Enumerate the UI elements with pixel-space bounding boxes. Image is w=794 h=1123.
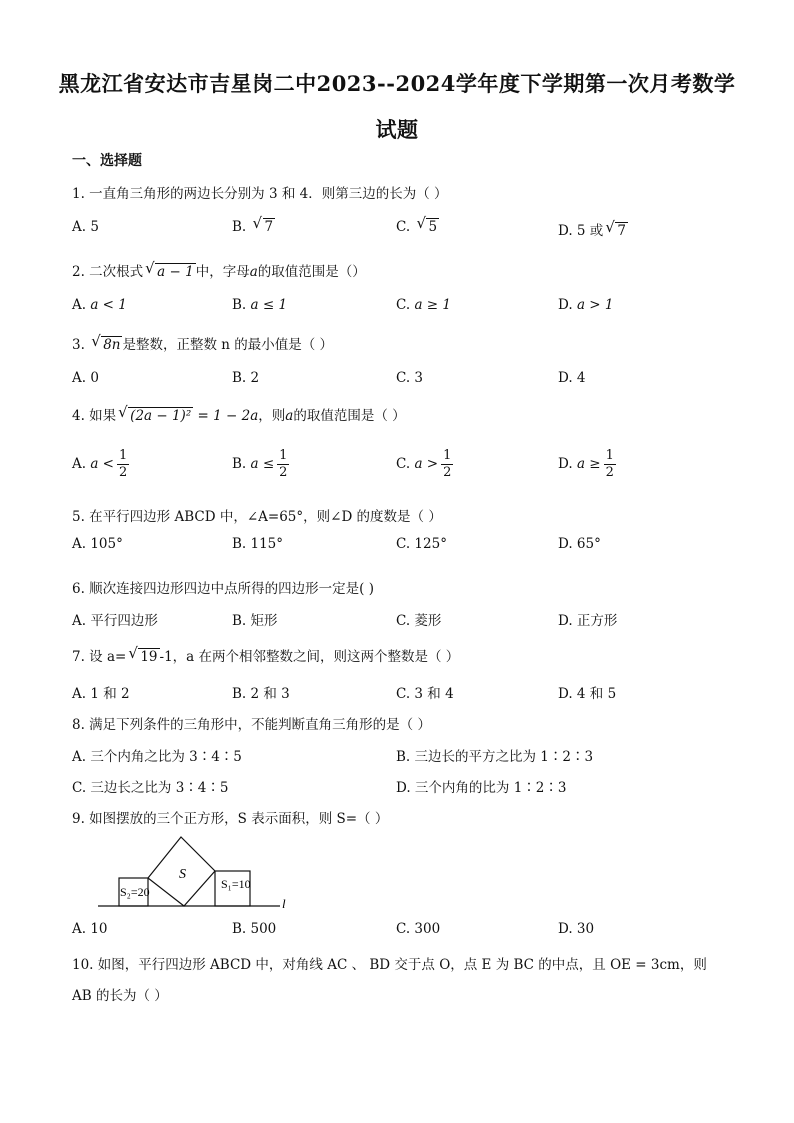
q6-option-a: A. 平行四边形 xyxy=(72,613,158,629)
q8-option-b: B. 三边长的平方之比为 1∶2∶3 xyxy=(396,749,594,765)
question-7-stem: 7. 设 a= √ 19 -1，a 在两个相邻整数之间，则这两个整数是（ ） xyxy=(72,644,460,665)
q7-option-d: D. 4 和 5 xyxy=(558,686,617,702)
question-2-stem: 2. 二次根式 √ a − 1 中，字母a的取值范围是（） xyxy=(72,259,366,280)
question-5-stem: 5. 在平行四边形 ABCD 中，∠A=65°，则∠D 的度数是（ ） xyxy=(72,509,442,525)
q5-option-a: A. 105° xyxy=(72,536,123,552)
q6-option-b: B. 矩形 xyxy=(232,613,278,629)
q6-option-c: C. 菱形 xyxy=(396,613,442,629)
q9-option-b: B. 500 xyxy=(232,921,277,937)
section-heading: 一、选择题 xyxy=(72,153,142,169)
label-s2: S₂=20 xyxy=(120,885,150,899)
label-s1: S₁=10 xyxy=(221,877,251,891)
label-line-l: l xyxy=(282,896,286,911)
question-9-stem: 9. 如图摆放的三个正方形，S 表示面积，则 S=（ ） xyxy=(72,811,389,827)
q8-option-a: A. 三个内角之比为 3∶4∶5 xyxy=(72,749,242,765)
question-3-stem: 3. √ 8n 是整数，正整数 n 的最小值是（ ） xyxy=(72,332,334,353)
q3-option-c: C. 3 xyxy=(396,370,424,386)
q5-option-c: C. 125° xyxy=(396,536,447,552)
q1-option-a: A. 5 xyxy=(72,219,99,235)
q4-option-d: D. a ≥ $\frac{1}{2}$ xyxy=(558,448,614,480)
q7-option-c: C. 3 和 4 xyxy=(396,686,454,702)
question-10-stem-line2: AB 的长为（ ） xyxy=(72,988,168,1004)
q4-option-b: B. a ≤ $\frac{1}{2}$ xyxy=(232,448,288,480)
q9-option-c: C. 300 xyxy=(396,921,441,937)
q2-option-a: A. a < 1 xyxy=(72,297,127,313)
q1-option-d: D. 5 或 √ 7 xyxy=(558,218,626,239)
question-8-stem: 8. 满足下列条件的三角形中，不能判断直角三角形的是（ ） xyxy=(72,717,431,733)
q2-option-b: B. a ≤ 1 xyxy=(232,297,288,313)
question-4-stem: 4. 如果 √ (2a − 1)² = 1 − 2a，则a的取值范围是（ ） xyxy=(72,403,406,424)
label-s: S xyxy=(179,867,186,882)
paper-title-line1: 黑龙江省安达市吉星岗二中2023--2024学年度下学期第一次月考数学 xyxy=(58,71,736,96)
q5-option-b: B. 115° xyxy=(232,536,284,552)
paper-title-line2: 试题 xyxy=(375,117,419,142)
q1-option-b: B. √ 7 xyxy=(232,214,274,235)
q2-option-c: C. a ≥ 1 xyxy=(396,297,451,313)
q3-option-a: A. 0 xyxy=(72,370,99,386)
question-10-stem-line1: 10. 如图，平行四边形 ABCD 中，对角线 AC 、 BD 交于点 O，点 E 为 BC 的中点，且 OE = 3cm，则 xyxy=(72,957,707,973)
q7-option-a: A. 1 和 2 xyxy=(72,686,130,702)
q9-option-a: A. 10 xyxy=(72,921,108,937)
q1-option-c: C. √ 5 xyxy=(396,214,438,235)
q3-option-b: B. 2 xyxy=(232,370,260,386)
question-6-stem: 6. 顺次连接四边形四边中点所得的四边形一定是( ) xyxy=(72,581,374,597)
q8-option-c: C. 三边长之比为 3∶4∶5 xyxy=(72,780,229,796)
question-1-stem: 1. 一直角三角形的两边长分别为 3 和 4．则第三边的长为（ ） xyxy=(72,186,448,202)
q4-option-c: C. a > $\frac{1}{2}$ xyxy=(396,448,452,480)
q2-option-d: D. a > 1 xyxy=(558,297,614,313)
q3-option-d: D. 4 xyxy=(558,370,586,386)
q5-option-d: D. 65° xyxy=(558,536,601,552)
q6-option-d: D. 正方形 xyxy=(558,613,618,629)
three-squares-figure xyxy=(82,826,297,916)
q8-option-d: D. 三个内角的比为 1∶2∶3 xyxy=(396,780,567,796)
q4-option-a: A. a < $\frac{1}{2}$ xyxy=(72,448,128,480)
q7-option-b: B. 2 和 3 xyxy=(232,686,290,702)
q9-option-d: D. 30 xyxy=(558,921,595,937)
